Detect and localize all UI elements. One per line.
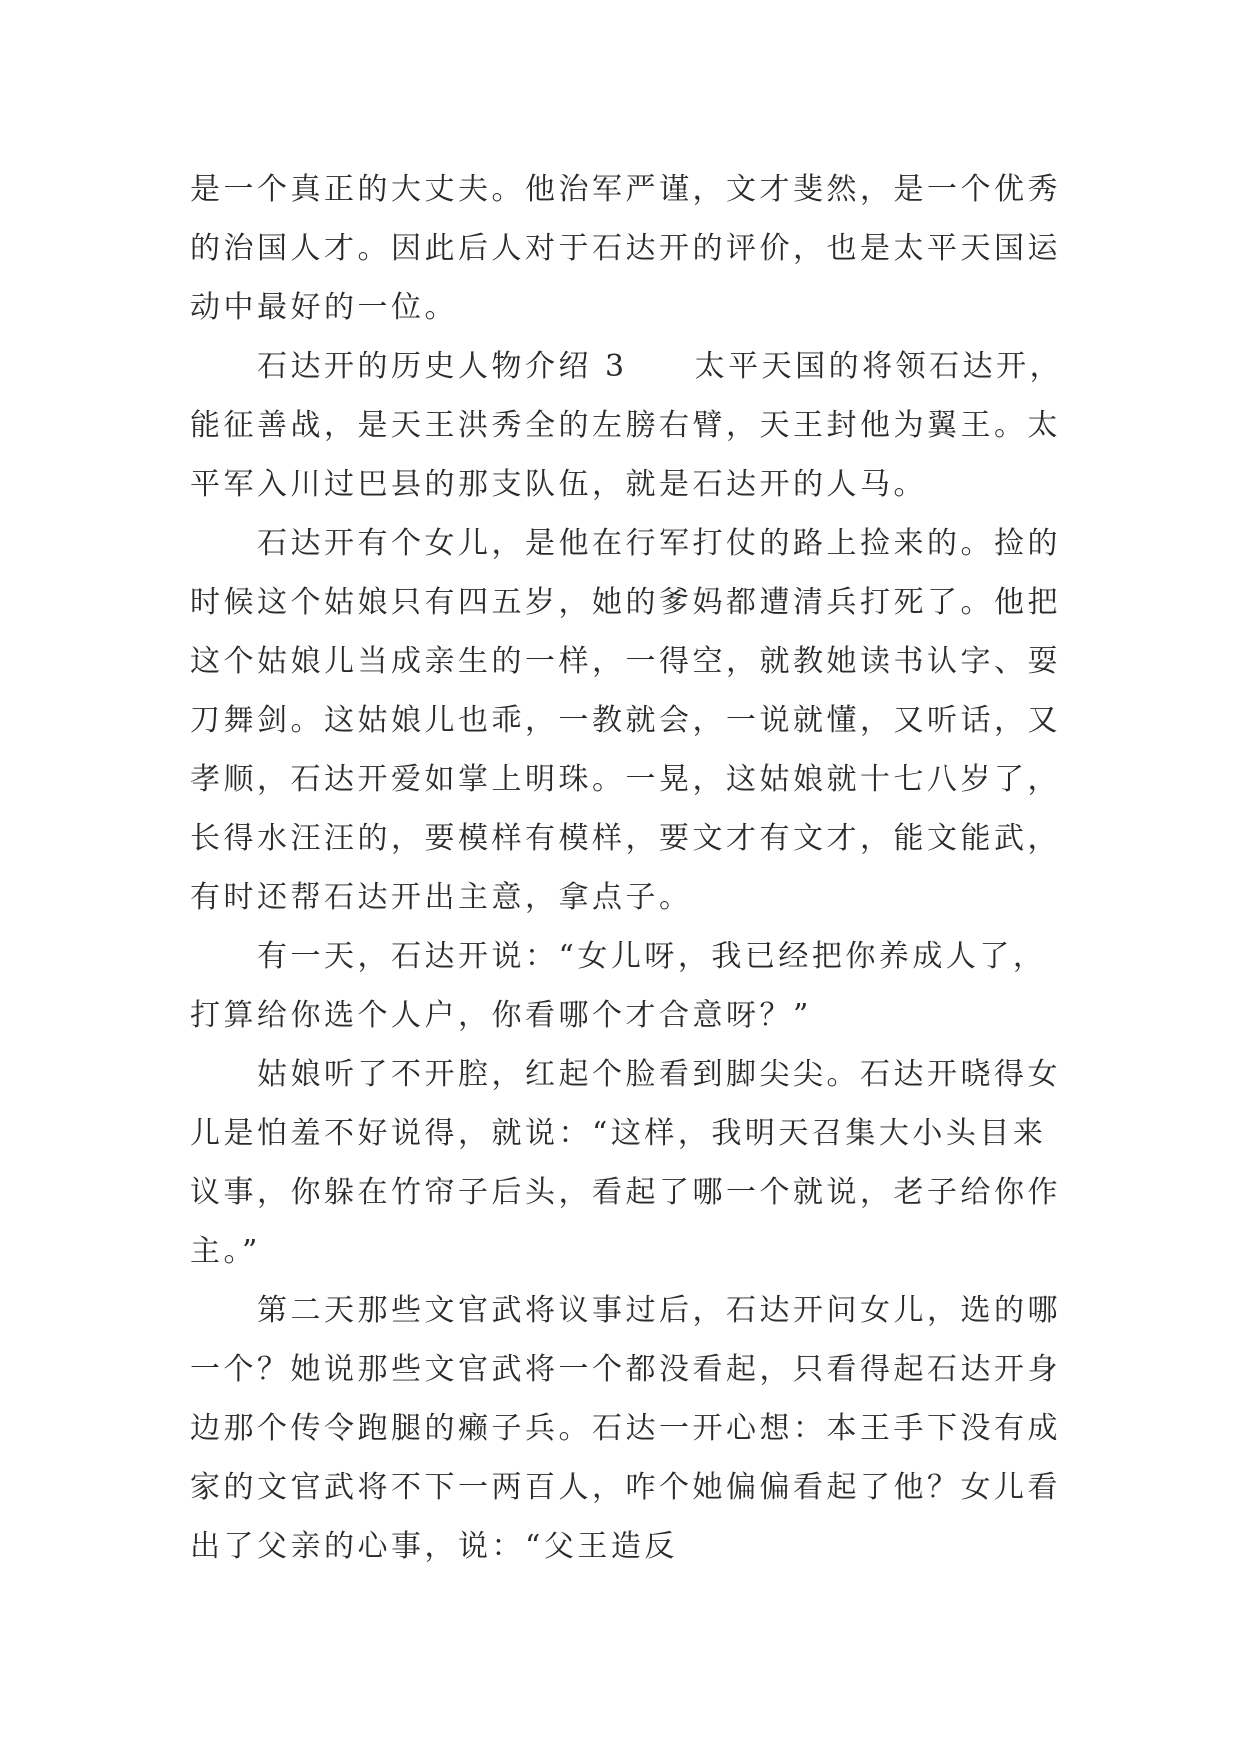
text-line: 石达开有个女儿，是他在行军打仗的路上捡来的。捡的 bbox=[190, 526, 1061, 561]
text-line: 家的文官武将不下一两百人，咋个她偏偏看起了他？女儿看 bbox=[190, 1470, 1061, 1505]
text-line: 平军入川过巴县的那支队伍，就是石达开的人马。 bbox=[190, 467, 927, 502]
text-line: 这个姑娘儿当成亲生的一样，一得空，就教她读书认字、耍 bbox=[190, 644, 1061, 679]
text-line: 有一天，石达开说：“女儿呀，我已经把你养成人了， bbox=[190, 939, 1047, 974]
text-line: 一个？她说那些文官武将一个都没看起，只看得起石达开身 bbox=[190, 1352, 1061, 1387]
paragraph-2 bbox=[190, 337, 1064, 514]
text-line: 姑娘听了不开腔，红起个脸看到脚尖尖。石达开晓得女 bbox=[190, 1057, 1061, 1092]
text-line: 边那个传令跑腿的癞子兵。石达一开心想：本王手下没有成 bbox=[190, 1411, 1061, 1446]
paragraph-3 bbox=[190, 514, 1061, 927]
paragraph-5 bbox=[190, 1045, 1061, 1281]
paragraph-4 bbox=[190, 927, 1050, 1045]
text-line: 的治国人才。因此后人对于石达开的评价，也是太平天国运 bbox=[190, 231, 1061, 266]
text-line: 儿是怕羞不好说得，就说：“这样，我明天召集大小头目来 bbox=[190, 1116, 1047, 1151]
text-line: 孝顺，石达开爱如掌上明珠。一晃，这姑娘就十七八岁了， bbox=[190, 762, 1061, 797]
text-line: 议事，你躲在竹帘子后头，看起了哪一个就说，老子给你作 bbox=[190, 1175, 1061, 1210]
text-line: 刀舞剑。这姑娘儿也乖，一教就会，一说就懂，又听话，又 bbox=[190, 703, 1061, 738]
paragraph-6 bbox=[190, 1281, 1061, 1576]
document-page bbox=[190, 160, 1064, 1576]
text-line: 第二天那些文官武将议事过后，石达开问女儿，选的哪 bbox=[190, 1293, 1061, 1328]
text-line: 动中最好的一位。 bbox=[190, 290, 458, 325]
text-line: 出了父亲的心事，说：“父王造反 bbox=[190, 1529, 678, 1564]
text-line: 打算给你选个人户，你看哪个才合意呀？” bbox=[190, 998, 812, 1033]
text-line: 是一个真正的大丈夫。他治军严谨，文才斐然，是一个优秀 bbox=[190, 172, 1061, 207]
paragraph-1 bbox=[190, 160, 1061, 337]
text-line: 能征善战，是天王洪秀全的左膀右臂，天王封他为翼王。太 bbox=[190, 408, 1061, 443]
text-line: 有时还帮石达开出主意，拿点子。 bbox=[190, 880, 693, 915]
text-line: 石达开的历史人物介绍 3 太平天国的将领石达开， bbox=[190, 349, 1064, 384]
text-line: 长得水汪汪的，要模样有模样，要文才有文才，能文能武， bbox=[190, 821, 1061, 856]
text-line: 时候这个姑娘只有四五岁，她的爹妈都遭清兵打死了。他把 bbox=[190, 585, 1061, 620]
text-line: 主。” bbox=[190, 1234, 261, 1269]
